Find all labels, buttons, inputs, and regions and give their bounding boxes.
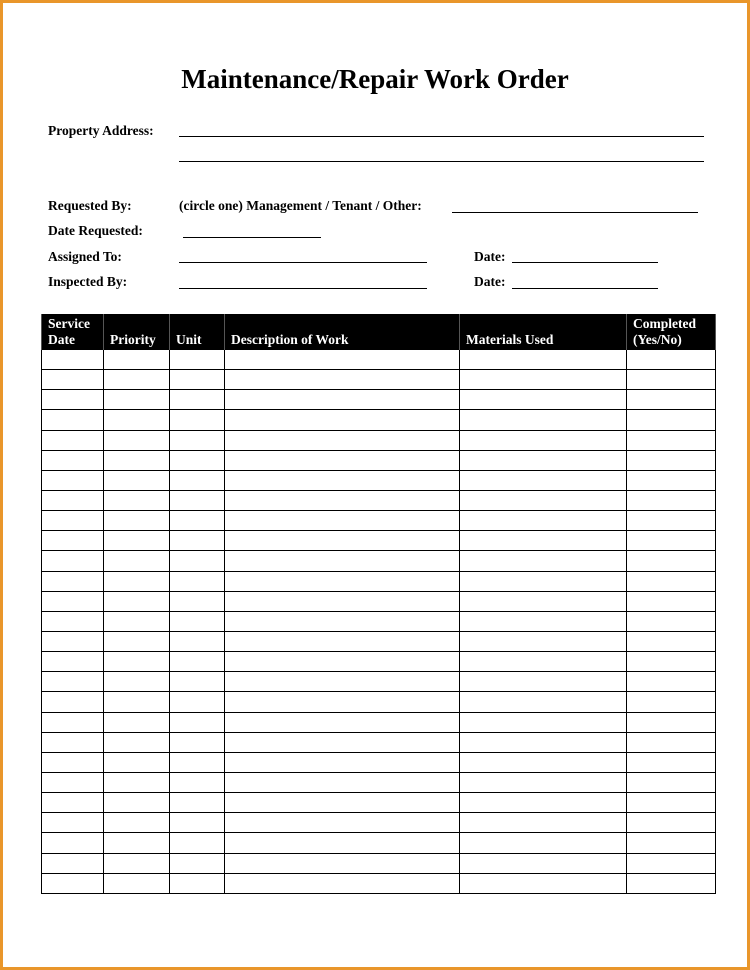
cell-unit[interactable] [170,551,225,571]
other-line[interactable] [452,212,698,213]
cell-materials[interactable] [460,732,627,752]
cell-completed[interactable] [627,692,716,712]
cell-service-date[interactable] [42,591,104,611]
cell-priority[interactable] [104,732,170,752]
assigned-date-label: Date: [474,249,506,264]
cell-completed[interactable] [627,531,716,551]
cell-description[interactable] [225,772,460,792]
table-row [42,732,716,752]
inspected-by-line[interactable] [179,288,427,289]
cell-materials[interactable] [460,631,627,651]
cell-priority[interactable] [104,611,170,631]
cell-description[interactable] [225,410,460,430]
cell-service-date[interactable] [42,732,104,752]
cell-completed[interactable] [627,813,716,833]
cell-completed[interactable] [627,370,716,390]
cell-description[interactable] [225,430,460,450]
inspected-date-label: Date: [474,274,506,289]
cell-materials[interactable] [460,652,627,672]
cell-completed[interactable] [627,591,716,611]
cell-priority[interactable] [104,410,170,430]
cell-priority[interactable] [104,531,170,551]
cell-service-date[interactable] [42,652,104,672]
table-row [42,350,716,370]
table-row [42,430,716,450]
cell-completed[interactable] [627,350,716,370]
cell-service-date[interactable] [42,511,104,531]
cell-completed[interactable] [627,712,716,732]
cell-description[interactable] [225,793,460,813]
cell-description[interactable] [225,672,460,692]
cell-priority[interactable] [104,772,170,792]
cell-completed[interactable] [627,470,716,490]
table-row [42,490,716,510]
cell-description[interactable] [225,732,460,752]
cell-description[interactable] [225,652,460,672]
cell-service-date[interactable] [42,853,104,873]
cell-materials[interactable] [460,813,627,833]
cell-description[interactable] [225,390,460,410]
cell-priority[interactable] [104,813,170,833]
cell-unit[interactable] [170,350,225,370]
assigned-to-line[interactable] [179,262,427,263]
cell-unit[interactable] [170,470,225,490]
table-row [42,591,716,611]
date-requested-line[interactable] [183,237,321,238]
cell-priority[interactable] [104,793,170,813]
table-row [42,833,716,853]
cell-priority[interactable] [104,350,170,370]
cell-priority[interactable] [104,511,170,531]
cell-materials[interactable] [460,410,627,430]
cell-service-date[interactable] [42,611,104,631]
cell-description[interactable] [225,551,460,571]
cell-unit[interactable] [170,631,225,651]
cell-completed[interactable] [627,793,716,813]
cell-description[interactable] [225,752,460,772]
table-row [42,853,716,873]
cell-service-date[interactable] [42,531,104,551]
table-row [42,752,716,772]
cell-materials[interactable] [460,531,627,551]
cell-description[interactable] [225,490,460,510]
cell-service-date[interactable] [42,571,104,591]
header-priority: Priority [104,314,170,350]
cell-description[interactable] [225,450,460,470]
requested-by-label: Requested By: [48,198,132,213]
cell-service-date[interactable] [42,712,104,732]
cell-service-date[interactable] [42,410,104,430]
cell-description[interactable] [225,853,460,873]
table-row [42,531,716,551]
circle-one-label: (circle one) Management / Tenant / Other: [179,198,422,213]
cell-service-date[interactable] [42,692,104,712]
cell-description[interactable] [225,591,460,611]
cell-unit[interactable] [170,813,225,833]
cell-service-date[interactable] [42,752,104,772]
cell-completed[interactable] [627,772,716,792]
cell-unit[interactable] [170,853,225,873]
cell-priority[interactable] [104,490,170,510]
cell-materials[interactable] [460,772,627,792]
cell-completed[interactable] [627,611,716,631]
cell-completed[interactable] [627,571,716,591]
cell-unit[interactable] [170,511,225,531]
cell-unit[interactable] [170,531,225,551]
page-title: Maintenance/Repair Work Order [181,64,569,94]
cell-description[interactable] [225,692,460,712]
cell-priority[interactable] [104,652,170,672]
cell-description[interactable] [225,813,460,833]
cell-materials[interactable] [460,873,627,893]
cell-materials[interactable] [460,611,627,631]
cell-priority[interactable] [104,692,170,712]
cell-service-date[interactable] [42,490,104,510]
cell-materials[interactable] [460,551,627,571]
table-row [42,450,716,470]
cell-description[interactable] [225,611,460,631]
cell-service-date[interactable] [42,370,104,390]
cell-service-date[interactable] [42,631,104,651]
header-materials: Materials Used [460,314,627,350]
cell-unit[interactable] [170,591,225,611]
table-row [42,370,716,390]
cell-unit[interactable] [170,450,225,470]
cell-unit[interactable] [170,712,225,732]
cell-description[interactable] [225,470,460,490]
cell-completed[interactable] [627,833,716,853]
table-row [42,571,716,591]
assigned-date-line[interactable] [512,262,658,263]
cell-completed[interactable] [627,450,716,470]
cell-unit[interactable] [170,772,225,792]
table-row [42,772,716,792]
cell-materials[interactable] [460,370,627,390]
inspected-date-line[interactable] [512,288,658,289]
cell-completed[interactable] [627,631,716,651]
cell-materials[interactable] [460,350,627,370]
cell-materials[interactable] [460,672,627,692]
cell-completed[interactable] [627,873,716,893]
cell-description[interactable] [225,350,460,370]
cell-unit[interactable] [170,732,225,752]
cell-unit[interactable] [170,490,225,510]
cell-completed[interactable] [627,511,716,531]
cell-priority[interactable] [104,551,170,571]
cell-unit[interactable] [170,692,225,712]
cell-unit[interactable] [170,672,225,692]
table-row [42,511,716,531]
cell-completed[interactable] [627,752,716,772]
header-unit: Unit [170,314,225,350]
cell-service-date[interactable] [42,672,104,692]
cell-materials[interactable] [460,853,627,873]
header-service-date: Service Date [42,314,104,350]
cell-materials[interactable] [460,752,627,772]
cell-description[interactable] [225,571,460,591]
cell-materials[interactable] [460,833,627,853]
cell-completed[interactable] [627,390,716,410]
cell-unit[interactable] [170,430,225,450]
table-row [42,410,716,430]
table-row [42,551,716,571]
table-row [42,793,716,813]
table-row [42,631,716,651]
cell-completed[interactable] [627,551,716,571]
cell-priority[interactable] [104,591,170,611]
table-row [42,470,716,490]
cell-service-date[interactable] [42,450,104,470]
cell-completed[interactable] [627,853,716,873]
cell-service-date[interactable] [42,772,104,792]
table-row [42,712,716,732]
cell-completed[interactable] [627,490,716,510]
cell-materials[interactable] [460,591,627,611]
header-completed: Completed (Yes/No) [627,314,716,350]
cell-unit[interactable] [170,571,225,591]
table-row [42,390,716,410]
cell-service-date[interactable] [42,470,104,490]
cell-materials[interactable] [460,450,627,470]
cell-priority[interactable] [104,571,170,591]
cell-unit[interactable] [170,611,225,631]
cell-completed[interactable] [627,732,716,752]
table-row [42,692,716,712]
cell-service-date[interactable] [42,350,104,370]
cell-materials[interactable] [460,490,627,510]
cell-description[interactable] [225,873,460,893]
cell-completed[interactable] [627,672,716,692]
cell-unit[interactable] [170,873,225,893]
cell-description[interactable] [225,511,460,531]
cell-materials[interactable] [460,571,627,591]
cell-materials[interactable] [460,430,627,450]
cell-unit[interactable] [170,652,225,672]
date-requested-label: Date Requested: [48,223,143,238]
cell-service-date[interactable] [42,390,104,410]
cell-service-date[interactable] [42,793,104,813]
cell-unit[interactable] [170,833,225,853]
cell-priority[interactable] [104,853,170,873]
cell-description[interactable] [225,631,460,651]
property-address-line-2[interactable] [179,161,704,162]
cell-materials[interactable] [460,712,627,732]
cell-priority[interactable] [104,752,170,772]
cell-priority[interactable] [104,470,170,490]
assigned-to-label: Assigned To: [48,249,122,264]
work-log-table [41,314,716,894]
property-address-line-1[interactable] [179,136,704,137]
cell-materials[interactable] [460,793,627,813]
cell-materials[interactable] [460,390,627,410]
cell-priority[interactable] [104,390,170,410]
cell-priority[interactable] [104,450,170,470]
cell-priority[interactable] [104,430,170,450]
table-row [42,813,716,833]
cell-unit[interactable] [170,793,225,813]
cell-materials[interactable] [460,511,627,531]
cell-service-date[interactable] [42,873,104,893]
cell-unit[interactable] [170,370,225,390]
table-row [42,611,716,631]
cell-priority[interactable] [104,631,170,651]
cell-priority[interactable] [104,873,170,893]
cell-description[interactable] [225,531,460,551]
cell-unit[interactable] [170,752,225,772]
cell-priority[interactable] [104,833,170,853]
table-row [42,652,716,672]
cell-description[interactable] [225,712,460,732]
cell-unit[interactable] [170,390,225,410]
cell-unit[interactable] [170,410,225,430]
property-address-label: Property Address: [48,123,154,138]
cell-service-date[interactable] [42,813,104,833]
inspected-by-label: Inspected By: [48,274,128,289]
table-row [42,873,716,893]
table-header-row [42,314,716,350]
cell-materials[interactable] [460,470,627,490]
cell-service-date[interactable] [42,551,104,571]
header-description: Description of Work [225,314,460,350]
cell-completed[interactable] [627,652,716,672]
cell-priority[interactable] [104,370,170,390]
cell-completed[interactable] [627,430,716,450]
cell-description[interactable] [225,833,460,853]
cell-priority[interactable] [104,712,170,732]
cell-service-date[interactable] [42,430,104,450]
table-row [42,672,716,692]
cell-priority[interactable] [104,672,170,692]
cell-service-date[interactable] [42,833,104,853]
cell-completed[interactable] [627,410,716,430]
cell-materials[interactable] [460,692,627,712]
cell-description[interactable] [225,370,460,390]
